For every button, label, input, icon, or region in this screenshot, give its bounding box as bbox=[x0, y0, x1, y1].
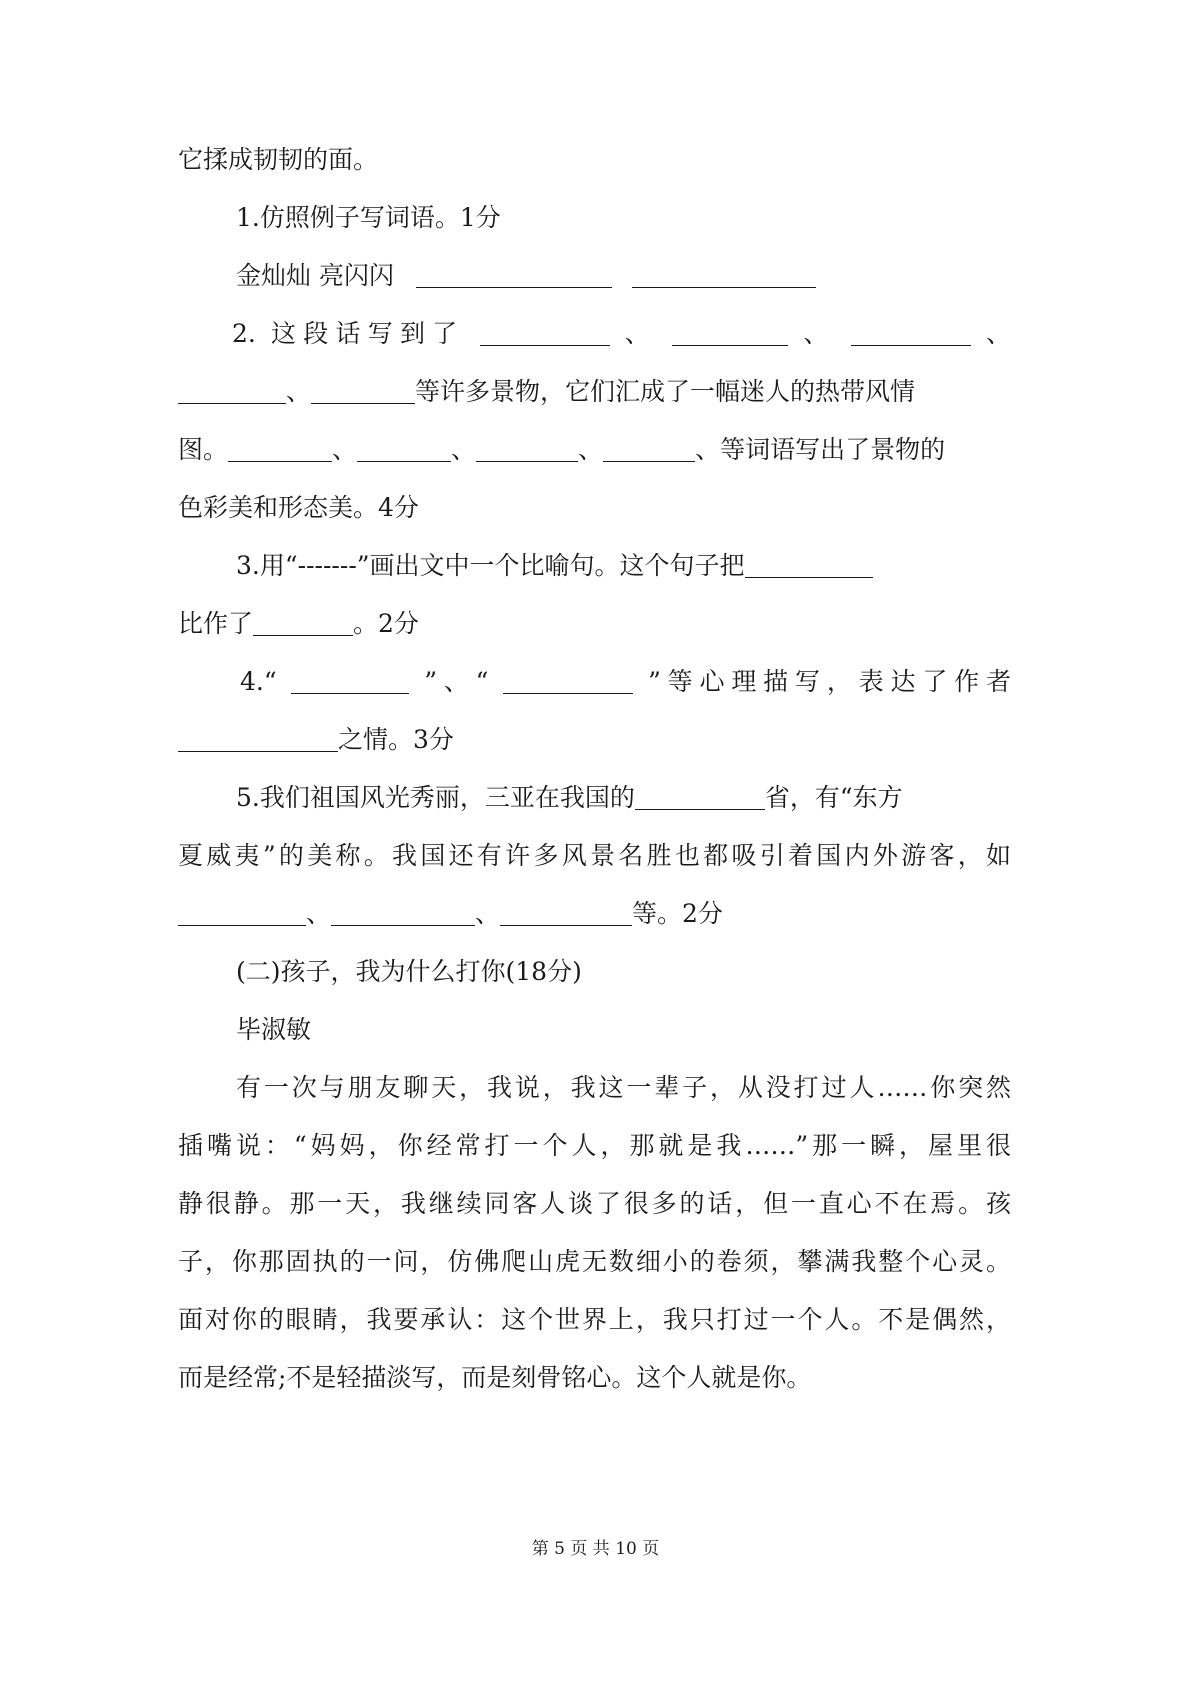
answer-blank[interactable] bbox=[357, 435, 451, 462]
question-1-example bbox=[236, 258, 1011, 294]
question-4-line-1 bbox=[240, 664, 1011, 700]
answer-blank[interactable] bbox=[291, 667, 409, 694]
paragraph-line: 子，你那固执的一问，仿佛爬山虎无数细小的卷须，攀满我整个心灵。 bbox=[178, 1247, 1011, 1276]
page-footer: 第 5 页 共 10 页 bbox=[531, 1539, 660, 1559]
answer-blank[interactable] bbox=[480, 319, 610, 346]
question-3-line-1 bbox=[236, 548, 1011, 584]
answer-blank[interactable] bbox=[476, 435, 578, 462]
question-5-line-1 bbox=[236, 780, 1011, 816]
answer-blank[interactable] bbox=[178, 899, 306, 926]
question-5-line-3 bbox=[178, 896, 1011, 932]
separator: 、 bbox=[286, 377, 312, 406]
question-2-line-2 bbox=[178, 374, 1011, 410]
separator: 、 bbox=[624, 319, 658, 348]
separator: 、 bbox=[475, 899, 501, 928]
question-3-text: 比作了 bbox=[178, 609, 254, 638]
answer-blank[interactable] bbox=[503, 667, 633, 694]
separator: 、 bbox=[803, 319, 836, 348]
paragraph-line: 插嘴说：“妈妈，你经常打一个人，那就是我……”那一瞬，屋里很 bbox=[178, 1131, 1011, 1160]
answer-blank[interactable] bbox=[745, 551, 873, 578]
answer-blank[interactable] bbox=[672, 319, 788, 346]
question-5-line-2: 夏威夷”的美称。我国还有许多风景名胜也都吸引着国内外游客，如 bbox=[178, 841, 1011, 870]
answer-blank[interactable] bbox=[500, 899, 632, 926]
question-4-text: ”等心理描写，表达了作者 bbox=[648, 667, 1012, 696]
answer-blank[interactable] bbox=[178, 725, 338, 752]
answer-blank[interactable] bbox=[228, 435, 332, 462]
question-4-text: 4.“ bbox=[240, 667, 277, 696]
question-3-line-2 bbox=[178, 606, 1011, 642]
question-2-line-1 bbox=[232, 316, 1011, 352]
question-4-line-2 bbox=[178, 722, 1011, 758]
text-line: 它揉成韧韧的面。 bbox=[178, 145, 379, 174]
paragraph-line: 面对你的眼睛，我要承认：这个世界上，我只打过一个人。不是偶然， bbox=[178, 1305, 1011, 1334]
answer-blank[interactable] bbox=[632, 261, 816, 288]
answer-blank[interactable] bbox=[635, 783, 765, 810]
question-3-text: 。2分 bbox=[353, 609, 419, 638]
question-1: 1.仿照例子写词语。1分 bbox=[236, 203, 501, 232]
answer-blank[interactable] bbox=[178, 377, 286, 404]
separator: 、 bbox=[986, 319, 1012, 348]
answer-blank[interactable] bbox=[331, 899, 475, 926]
section-2-title: (二)孩子，我为什么打你(18分) bbox=[236, 957, 582, 986]
example-words: 金灿灿 亮闪闪 bbox=[236, 261, 394, 290]
question-4-text: 之情。3分 bbox=[338, 725, 454, 754]
question-2-text: 图。 bbox=[178, 435, 229, 464]
question-5-text: 省，有“东方 bbox=[764, 783, 903, 812]
question-4-text: ”、“ bbox=[424, 667, 489, 696]
separator: 、 bbox=[578, 435, 604, 464]
answer-blank[interactable] bbox=[311, 377, 415, 404]
answer-blank[interactable] bbox=[603, 435, 695, 462]
paragraph-line: 有一次与朋友聊天，我说，我这一辈子，从没打过人……你突然 bbox=[236, 1073, 1011, 1102]
question-2-text: 、等词语写出了景物的 bbox=[695, 435, 946, 464]
question-5-text: 5.我们祖国风光秀丽，三亚在我国的 bbox=[236, 783, 635, 812]
paragraph-line: 而是经常;不是轻描淡写，而是刻骨铭心。这个人就是你。 bbox=[178, 1363, 812, 1392]
question-2-line-3 bbox=[178, 432, 1011, 468]
answer-blank[interactable] bbox=[253, 609, 353, 636]
author-name: 毕淑敏 bbox=[236, 1015, 312, 1044]
paragraph-line: 静很静。那一天，我继续同客人谈了很多的话，但一直心不在焉。孩 bbox=[178, 1189, 1011, 1218]
separator: 、 bbox=[306, 899, 332, 928]
question-2-text: 2. 这段话写到了 bbox=[232, 319, 465, 348]
question-5-text: 等。2分 bbox=[632, 899, 723, 928]
separator: 、 bbox=[451, 435, 477, 464]
separator: 、 bbox=[332, 435, 358, 464]
question-3-text: 3.用“-------”画出文中一个比喻句。这个句子把 bbox=[236, 551, 745, 580]
answer-blank[interactable] bbox=[851, 319, 971, 346]
answer-blank[interactable] bbox=[416, 261, 612, 288]
question-2-line-4: 色彩美和形态美。4分 bbox=[178, 493, 419, 522]
question-2-text: 等许多景物，它们汇成了一幅迷人的热带风情 bbox=[415, 377, 916, 406]
